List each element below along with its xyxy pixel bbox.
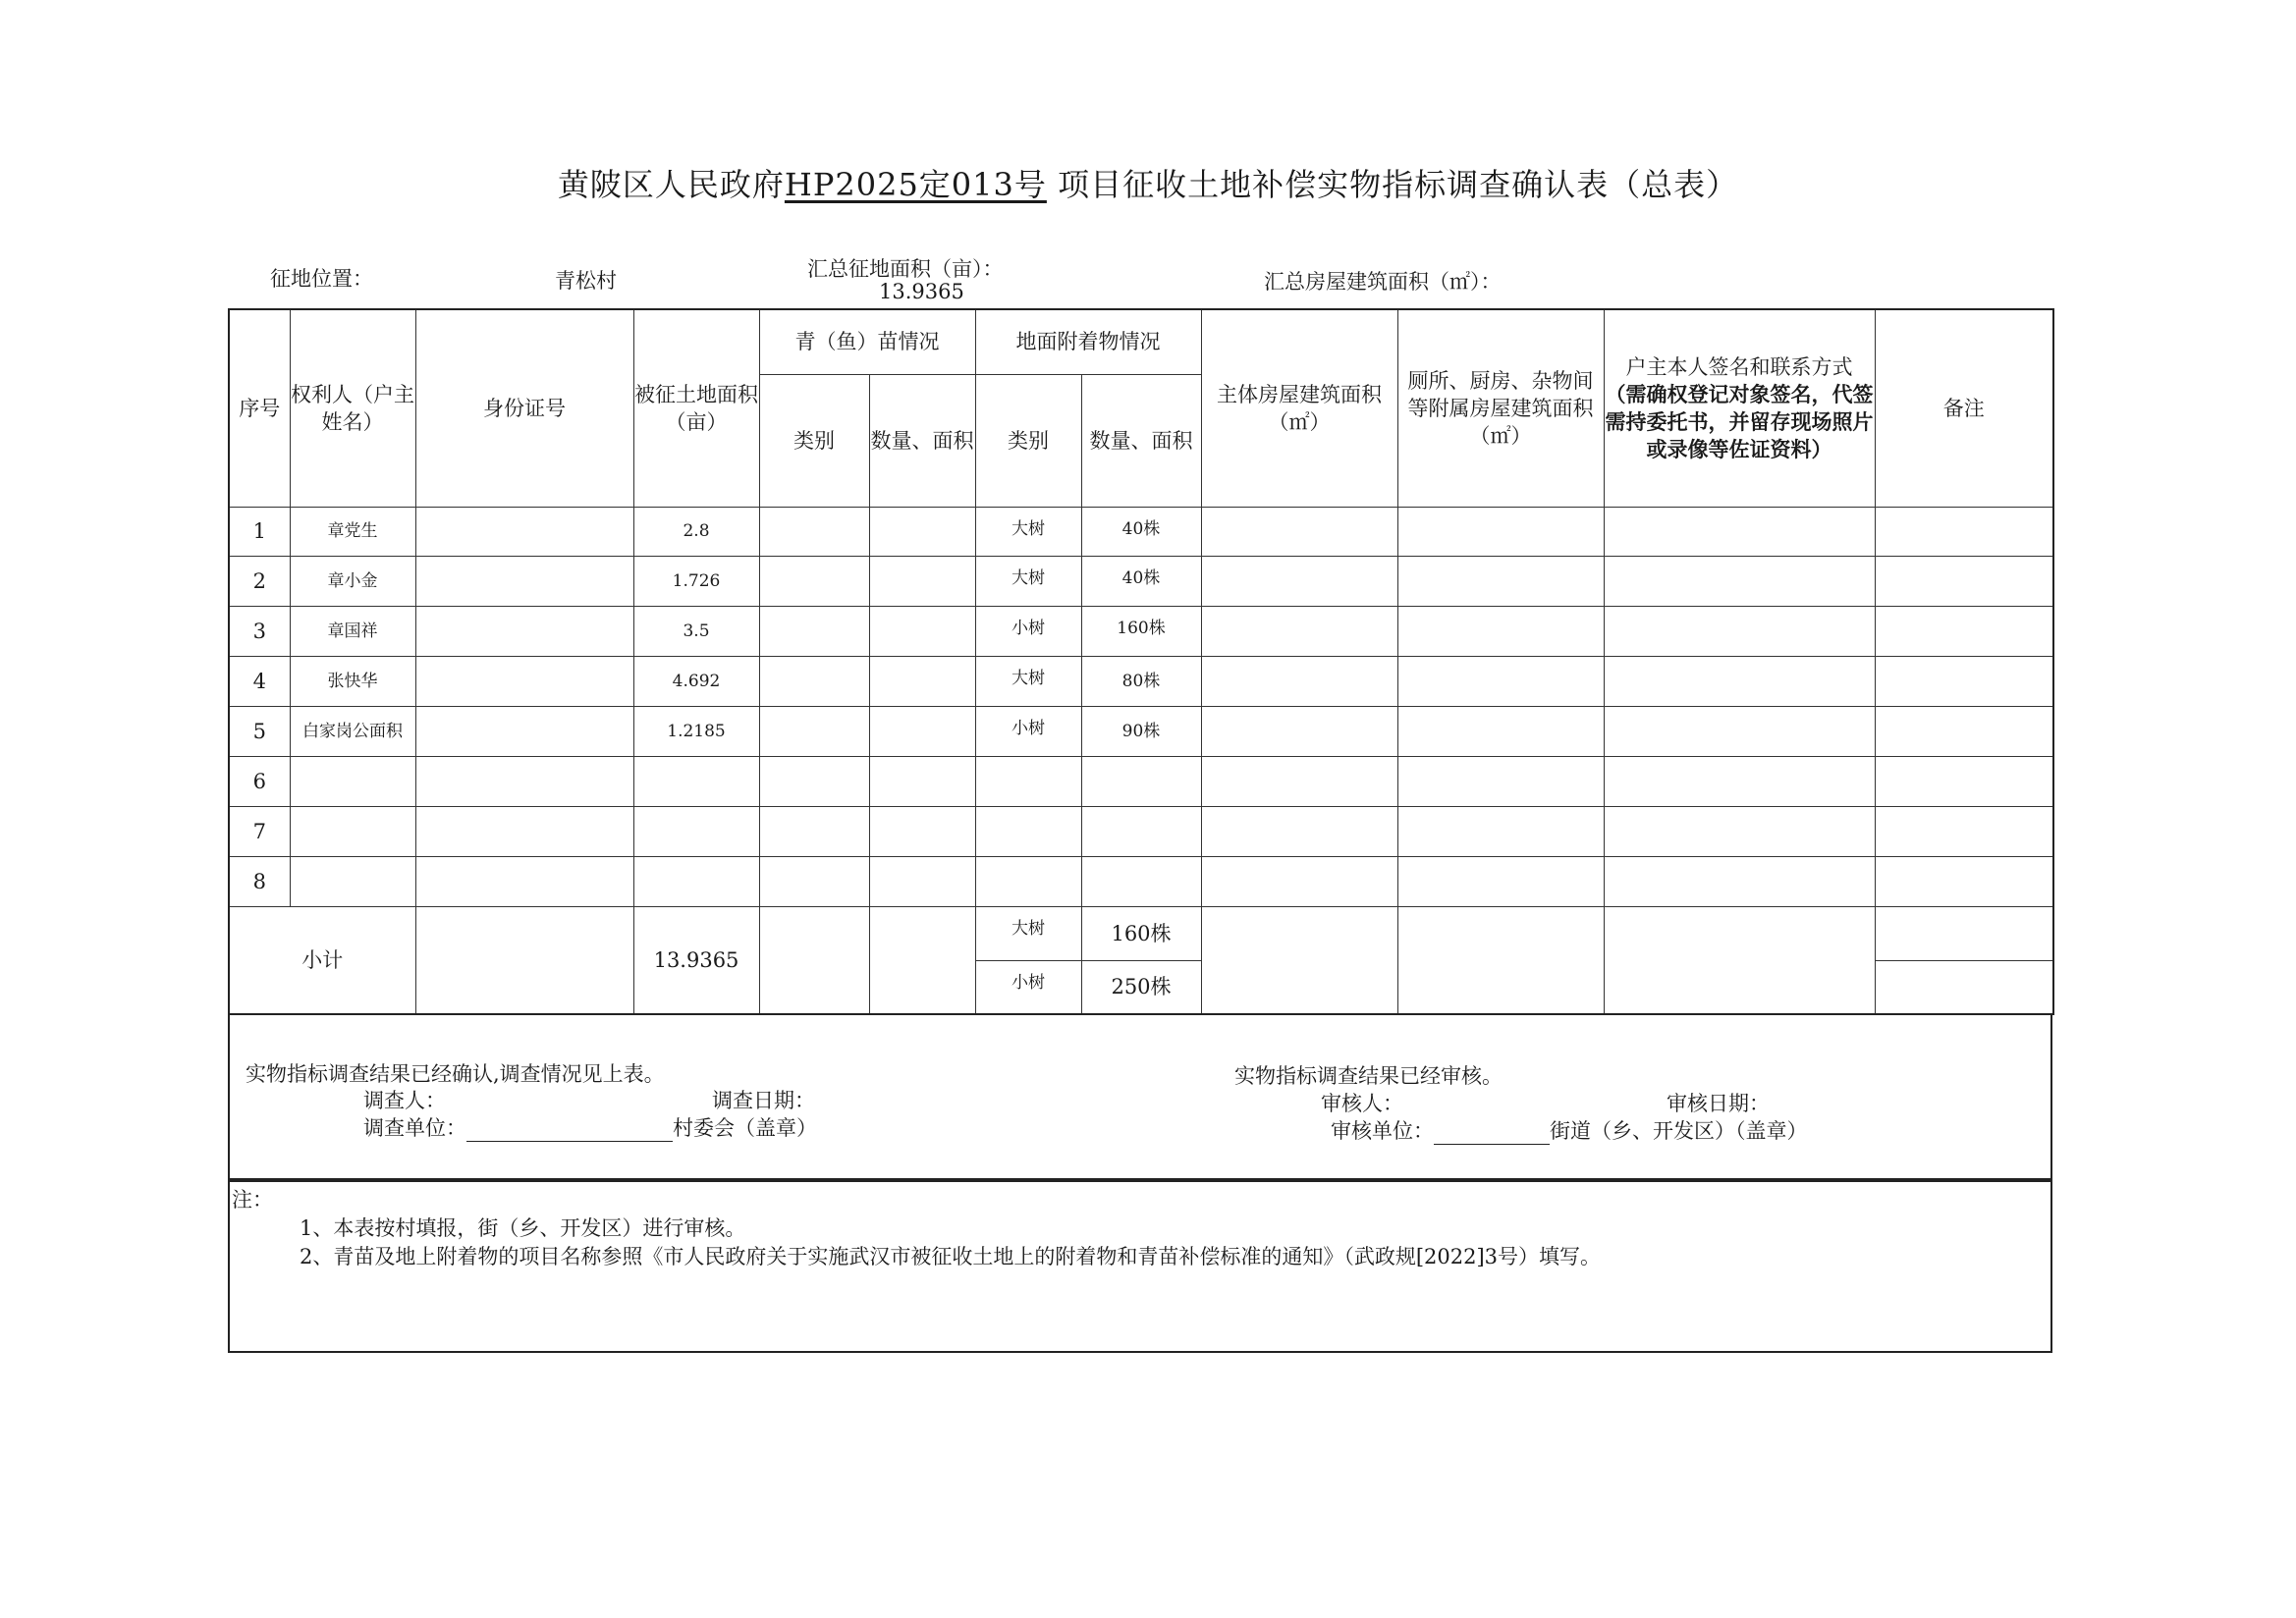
row-attach-qty: 40株 [1081, 507, 1201, 556]
review-unit-label: 审核单位： [1331, 1119, 1434, 1143]
table-row [229, 606, 2053, 656]
total-area-value: 13.9365 [879, 280, 964, 303]
village-seal-label: 村委会（盖章） [673, 1116, 817, 1140]
row-seq: 5 [229, 706, 290, 756]
row-seq: 3 [229, 606, 290, 656]
row-attach-type: 小树 [975, 706, 1081, 756]
col-main-house: 主体房屋建筑面积（㎡） [1201, 309, 1397, 507]
row-seq: 1 [229, 507, 290, 556]
row-seq: 2 [229, 556, 290, 606]
row-id [415, 606, 633, 656]
col-id: 身份证号 [415, 309, 633, 507]
location-value: 青松村 [555, 269, 617, 293]
row-attach-type: 大树 [975, 656, 1081, 706]
subtotal-qty-2: 250株 [1081, 960, 1201, 1014]
confirmation-section [228, 1013, 2052, 1180]
table-row [229, 507, 2053, 556]
col-owner: 权利人（户主姓名） [290, 309, 415, 507]
subtotal-area: 13.9365 [633, 906, 759, 1014]
note-item: 2、青苗及地上附着物的项目名称参照《市人民政府关于实施武汉市被征收土地上的附着物和青苗补偿标准的通知》（武政规[2022]3号）填写。 [300, 1245, 1602, 1268]
row-area: 3.5 [633, 606, 759, 656]
row-attach-qty: 90株 [1081, 706, 1201, 756]
table-row [229, 706, 2053, 756]
row-area: 1.726 [633, 556, 759, 606]
subtotal-label: 小计 [229, 906, 415, 1014]
row-id [415, 556, 633, 606]
title-suffix: 项目征收土地补偿实物指标调查确认表（总表） [1058, 166, 1739, 203]
investigate-date-label: 调查日期： [712, 1089, 815, 1112]
row-owner: 张快华 [290, 656, 415, 706]
col-signature [1604, 309, 1875, 507]
row-owner: 章党生 [290, 507, 415, 556]
row-attach-qty: 40株 [1081, 556, 1201, 606]
col-signature-note: （需确权登记对象签名，代签需持委托书，并留存现场照片或录像等佐证资料） [1605, 381, 1874, 461]
review-unit-blank [1434, 1120, 1550, 1145]
col-seq: 序号 [229, 309, 290, 507]
investigate-unit-label: 调查单位： [363, 1116, 466, 1140]
row-owner: 章小金 [290, 556, 415, 606]
row-area: 2.8 [633, 507, 759, 556]
row-seq: 6 [229, 756, 290, 806]
street-seal-label: 街道（乡、开发区）（盖章） [1550, 1119, 1808, 1143]
confirm-right-line: 实物指标调查结果已经审核。 [1234, 1064, 1503, 1088]
row-area: 1.2185 [633, 706, 759, 756]
table-row [229, 856, 2053, 906]
project-code: HP2025定013号 [784, 166, 1047, 203]
subtotal-type-2: 小树 [975, 960, 1081, 1014]
investigator-label: 调查人： [363, 1089, 446, 1112]
confirm-left-line: 实物指标调查结果已经确认,调查情况见上表。 [246, 1062, 665, 1086]
note-item: 1、本表按村填报，街（乡、开发区）进行审核。 [300, 1216, 746, 1240]
row-seq: 7 [229, 806, 290, 856]
row-id [415, 706, 633, 756]
col-attach-type: 类别 [975, 374, 1081, 507]
col-attach-group: 地面附着物情况 [975, 309, 1201, 374]
subtotal-type-1: 大树 [975, 906, 1081, 960]
row-attach-type: 大树 [975, 507, 1081, 556]
col-attach-qty: 数量、面积 [1081, 374, 1201, 507]
location-label: 征地位置： [270, 267, 373, 291]
notes-label: 注： [232, 1188, 273, 1212]
col-aux-house: 厕所、厨房、杂物间等附属房屋建筑面积（㎡） [1397, 309, 1604, 507]
row-owner: 章国祥 [290, 606, 415, 656]
row-attach-type: 大树 [975, 556, 1081, 606]
review-unit [1331, 1115, 1808, 1145]
header-row-1 [229, 309, 2053, 374]
review-date-label: 审核日期： [1667, 1092, 1770, 1115]
row-seedling-type [759, 507, 869, 556]
row-seq: 4 [229, 656, 290, 706]
row-attach-qty: 80株 [1081, 656, 1201, 706]
table-row [229, 806, 2053, 856]
main-table [228, 308, 2054, 1015]
subtotal-row-1 [229, 906, 2053, 960]
row-id [415, 656, 633, 706]
col-seedling-type: 类别 [759, 374, 869, 507]
table-row [229, 556, 2053, 606]
col-signature-prefix: 户主本人签名和联系方式 [1625, 354, 1853, 379]
investigate-unit [363, 1112, 817, 1142]
table-row [229, 656, 2053, 706]
col-seedling-qty: 数量、面积 [869, 374, 975, 507]
col-seedling-group: 青（鱼）苗情况 [759, 309, 975, 374]
col-area: 被征土地面积（亩） [633, 309, 759, 507]
total-area-label: 汇总征地面积（亩）： [807, 257, 1004, 281]
row-seedling-qty [869, 507, 975, 556]
investigate-unit-blank [466, 1117, 673, 1142]
subtotal-qty-1: 160株 [1081, 906, 1201, 960]
row-area: 4.692 [633, 656, 759, 706]
col-remark: 备注 [1875, 309, 2053, 507]
page-title [0, 160, 2296, 205]
total-building-label: 汇总房屋建筑面积（㎡）： [1264, 270, 1502, 294]
title-prefix: 黄陂区人民政府 [557, 166, 785, 203]
row-attach-qty: 160株 [1081, 606, 1201, 656]
row-attach-type: 小树 [975, 606, 1081, 656]
reviewer-label: 审核人： [1321, 1092, 1403, 1115]
row-id [415, 507, 633, 556]
table-row [229, 756, 2053, 806]
row-owner: 白家岗公面积 [290, 706, 415, 756]
row-seq: 8 [229, 856, 290, 906]
